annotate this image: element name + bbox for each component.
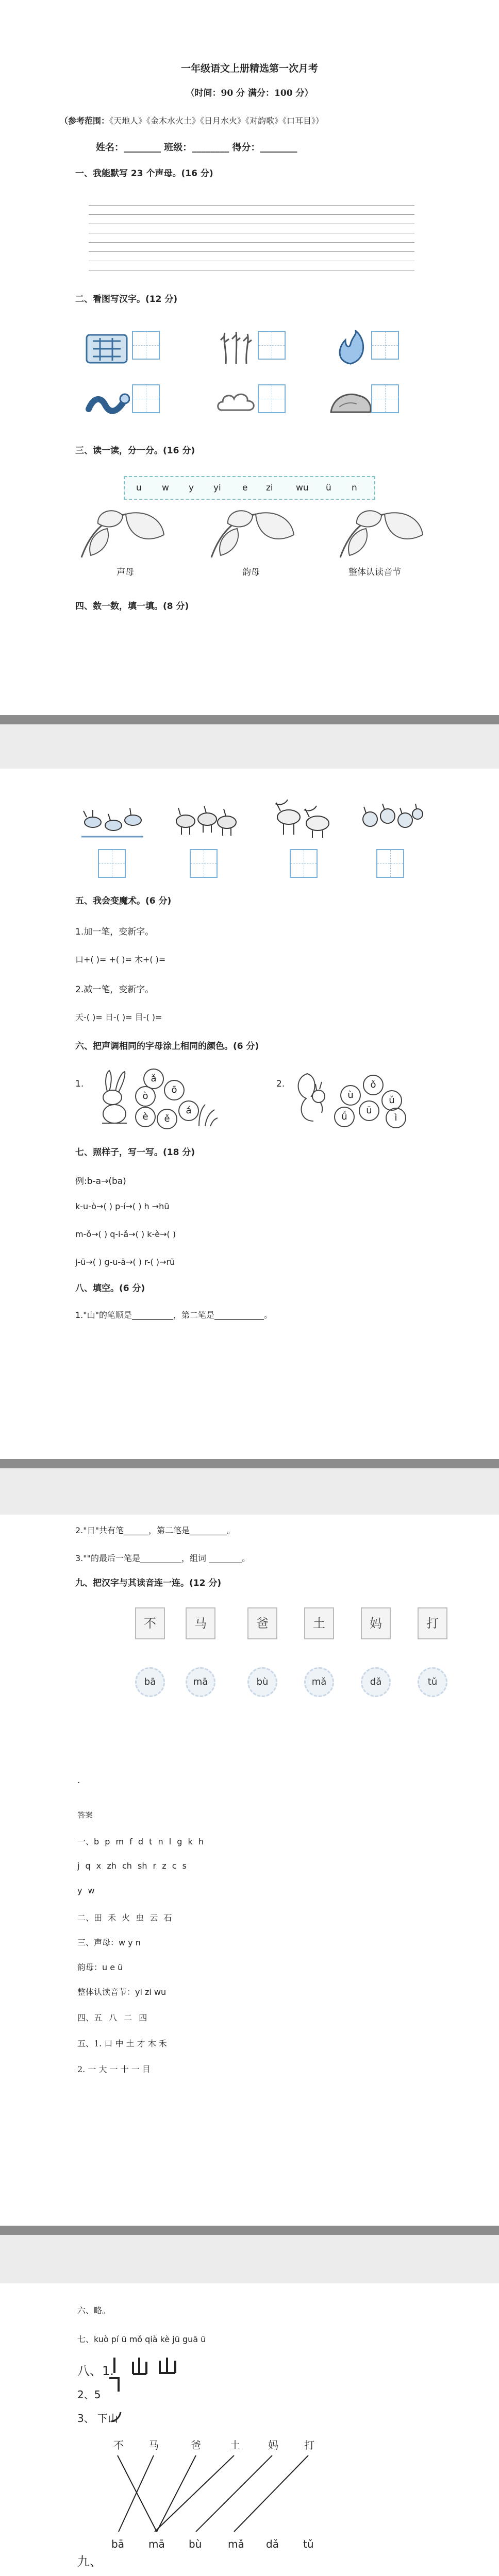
pinyin-bubble[interactable]: tǔ bbox=[418, 1667, 447, 1697]
tone-letter-circle[interactable]: ě bbox=[157, 1109, 177, 1129]
answer-3c: 整体认读音节：yi zi wu bbox=[77, 1987, 167, 1997]
q7-label: 七、照样子，写一写。(18 分) bbox=[75, 1147, 195, 1158]
pinyin-bubble[interactable]: mǎ bbox=[304, 1667, 334, 1697]
letter-strip bbox=[124, 476, 375, 500]
letter: y bbox=[189, 483, 194, 493]
answer-8-label: 八、1. bbox=[77, 2364, 114, 2378]
pinyin-bubble[interactable]: bù bbox=[247, 1667, 277, 1697]
fire-picture bbox=[330, 330, 371, 366]
letter: w bbox=[162, 483, 169, 493]
group-label: 声母 bbox=[117, 567, 134, 578]
q5-add-label: 1.加一笔，变新字。 bbox=[75, 927, 154, 937]
match-sound: mǎ bbox=[228, 2538, 244, 2550]
answer-8-2: 2、5 bbox=[77, 2388, 101, 2401]
pinyin-bubble[interactable]: bā bbox=[135, 1667, 165, 1697]
answer-1c: y w bbox=[77, 1886, 95, 1895]
exam-title: 一年级语文上册精选第一次月考 bbox=[180, 63, 318, 74]
leaf-group-1 bbox=[76, 508, 169, 562]
match-sound: mā bbox=[148, 2538, 165, 2550]
tone-letter-circle[interactable]: ǎ bbox=[143, 1069, 164, 1089]
hanzi-card[interactable]: 妈 bbox=[361, 1607, 391, 1639]
tone-letter-circle[interactable]: ì bbox=[386, 1108, 406, 1128]
letter: yi bbox=[213, 483, 221, 493]
answer-7: 七、kuò pí ū mǒ qià kè jū guā ū bbox=[77, 2334, 206, 2344]
hanzi-card[interactable]: 不 bbox=[135, 1607, 165, 1639]
tone-letter-circle[interactable]: ǘ bbox=[334, 1107, 355, 1127]
answer-5: 五、1. 口 中 土 才 木 禾 bbox=[77, 2039, 167, 2048]
exam-meta: （时间：90 分 满分：100 分） bbox=[186, 88, 313, 98]
q5-label: 五、我会变魔术。(6 分) bbox=[75, 896, 172, 906]
char-grid[interactable] bbox=[258, 331, 286, 360]
q7-row-1: k-u-ò→( ) p-í→( ) h →hū bbox=[75, 1201, 170, 1211]
letter: u bbox=[136, 483, 142, 493]
animal-picture-4 bbox=[356, 796, 426, 841]
squirrel-picture bbox=[293, 1071, 336, 1127]
q7-example: 例:b-a→(ba) bbox=[75, 1176, 126, 1187]
stroke-sun-second bbox=[107, 2376, 122, 2394]
tone-letter-circle[interactable]: ǔ bbox=[381, 1090, 402, 1111]
match-sound: bā bbox=[111, 2538, 124, 2550]
answer-4: 四、五 八 二 四 bbox=[77, 2013, 147, 2023]
char-grid[interactable] bbox=[132, 331, 160, 360]
number-grid[interactable] bbox=[376, 849, 404, 878]
leaf-group-3 bbox=[335, 508, 428, 562]
answer-2: 二、田 禾 火 虫 云 石 bbox=[77, 1913, 172, 1923]
answer-3b: 韵母：u e ü bbox=[77, 1962, 123, 1972]
scope-text: 《天地人》《金木水火土》《日月水火》《对韵歌》《口耳目》） bbox=[109, 116, 324, 126]
char-grid[interactable] bbox=[258, 384, 286, 413]
stroke-last bbox=[109, 2410, 125, 2424]
q1-label: 一、我能默写 23 个声母。(16 分) bbox=[75, 168, 213, 179]
pinyin-bubble[interactable]: dǎ bbox=[361, 1667, 391, 1697]
answer-8-3: 3、 下山 bbox=[77, 2412, 119, 2425]
grass-picture bbox=[195, 1101, 219, 1127]
rabbit-picture bbox=[92, 1069, 138, 1125]
answer-9: 九、 bbox=[77, 2554, 102, 2569]
q6-label: 六、把声调相同的字母涂上相同的颜色。(6 分) bbox=[75, 1041, 259, 1052]
char-grid[interactable] bbox=[371, 331, 399, 360]
match-char: 土 bbox=[230, 2439, 240, 2451]
q6-set1-number: 1. bbox=[75, 1079, 84, 1089]
q5-add-line: 口+( )= +( )= 木+( )= bbox=[75, 955, 166, 964]
animal-picture-1 bbox=[77, 796, 147, 841]
answer-1: 一、b p m f d t n l g k h bbox=[77, 1837, 204, 1846]
answer-6: 六、略。 bbox=[77, 2306, 111, 2315]
answer-5b: 2. 一 大 一 十 一 目 bbox=[77, 2064, 151, 2074]
match-char: 马 bbox=[148, 2439, 159, 2451]
match-sound: dǎ bbox=[266, 2538, 279, 2550]
char-grid[interactable] bbox=[132, 384, 160, 413]
match-char: 爸 bbox=[191, 2439, 201, 2451]
exam-page-2 bbox=[0, 769, 499, 1459]
q7-row-3: j-ū→( ) g-u-ā→( ) r-( )→rū bbox=[75, 1257, 175, 1267]
answer-1b: j q x zh ch sh r z c s bbox=[77, 1861, 187, 1871]
number-grid[interactable] bbox=[290, 849, 318, 878]
exam-page-1 bbox=[0, 0, 499, 715]
animal-picture-2 bbox=[170, 796, 240, 841]
student-info: 姓名：________ 班级：________ 得分：________ bbox=[96, 142, 297, 153]
letter: n bbox=[352, 483, 357, 493]
hanzi-card[interactable]: 土 bbox=[304, 1607, 334, 1639]
exam-page-3 bbox=[0, 1515, 499, 2226]
tone-letter-circle[interactable]: ù bbox=[340, 1085, 361, 1106]
worm-picture bbox=[84, 384, 130, 420]
q8-line-2: 2."日"共有笔______，第二笔是_________。 bbox=[75, 1526, 235, 1535]
letter: e bbox=[242, 483, 248, 493]
q8-label: 八、填空。(6 分) bbox=[75, 1283, 145, 1294]
answer-title: 答案 bbox=[77, 1810, 93, 1820]
letter: ü bbox=[326, 483, 331, 493]
tone-letter-circle[interactable]: è bbox=[135, 1107, 156, 1127]
match-char: 不 bbox=[113, 2439, 124, 2451]
exam-scope bbox=[60, 114, 324, 126]
q8-line-1: 1."山"的笔顺是__________，第二笔是____________。 bbox=[75, 1310, 272, 1320]
letter: zi bbox=[266, 483, 273, 493]
match-char: 妈 bbox=[268, 2439, 278, 2451]
group-label: 整体认读音节 bbox=[348, 567, 401, 578]
page-separator bbox=[0, 2226, 499, 2283]
tone-letter-circle[interactable]: ǒ bbox=[363, 1075, 384, 1095]
char-grid[interactable] bbox=[371, 384, 399, 413]
page-separator bbox=[0, 715, 499, 769]
q5-sub-line: 天-( )= 日-( )= 目-( )= bbox=[75, 1012, 162, 1022]
q2-label: 二、看图写汉字。(12 分) bbox=[75, 294, 178, 304]
q7-row-2: m-ǒ→( ) q-i-ǎ→( ) k-è→( ) bbox=[75, 1229, 176, 1239]
q9-label: 九、把汉字与其读音连一连。(12 分) bbox=[75, 1578, 222, 1588]
animal-picture-3 bbox=[268, 796, 338, 841]
answer-3: 三、声母：w y n bbox=[77, 1938, 141, 1947]
grain-picture bbox=[215, 330, 257, 366]
hanzi-card[interactable]: 马 bbox=[186, 1607, 215, 1639]
q4-label: 四、数一数，填一填。(8 分) bbox=[75, 601, 189, 612]
field-picture bbox=[84, 330, 130, 366]
scope-label: （参考范围： bbox=[60, 116, 110, 126]
number-grid[interactable] bbox=[98, 849, 126, 878]
match-lines bbox=[103, 2453, 320, 2536]
answer-dot: . bbox=[77, 1775, 80, 1786]
hanzi-card[interactable]: 打 bbox=[418, 1607, 447, 1639]
cloud-picture bbox=[214, 384, 258, 420]
q5-sub-label: 2.减一笔，变新字。 bbox=[75, 985, 154, 995]
page-separator bbox=[0, 1459, 499, 1515]
letter: wu bbox=[296, 483, 309, 493]
hanzi-card[interactable]: 爸 bbox=[247, 1607, 277, 1639]
match-sound: tǔ bbox=[303, 2538, 314, 2550]
match-char: 打 bbox=[304, 2439, 314, 2451]
q3-label: 三、读一读，分一分。(16 分) bbox=[75, 446, 195, 456]
pinyin-bubble[interactable]: mā bbox=[186, 1667, 215, 1697]
exam-page-4 bbox=[0, 2283, 499, 2576]
tone-letter-circle[interactable]: ò bbox=[135, 1086, 156, 1107]
match-sound: bù bbox=[189, 2538, 202, 2550]
q6-set2-number: 2. bbox=[276, 1079, 285, 1089]
stroke-order-mountain bbox=[109, 2355, 187, 2376]
tone-letter-circle[interactable]: á bbox=[178, 1100, 199, 1121]
group-label: 韵母 bbox=[242, 567, 260, 578]
stone-picture bbox=[328, 386, 373, 417]
tone-letter-circle[interactable]: ō bbox=[164, 1080, 185, 1100]
tone-letter-circle[interactable]: ū bbox=[359, 1100, 379, 1121]
number-grid[interactable] bbox=[190, 849, 218, 878]
q8-line-3: 3.""的最后一笔是__________，组词 ________。 bbox=[75, 1553, 251, 1563]
leaf-group-2 bbox=[206, 508, 299, 562]
